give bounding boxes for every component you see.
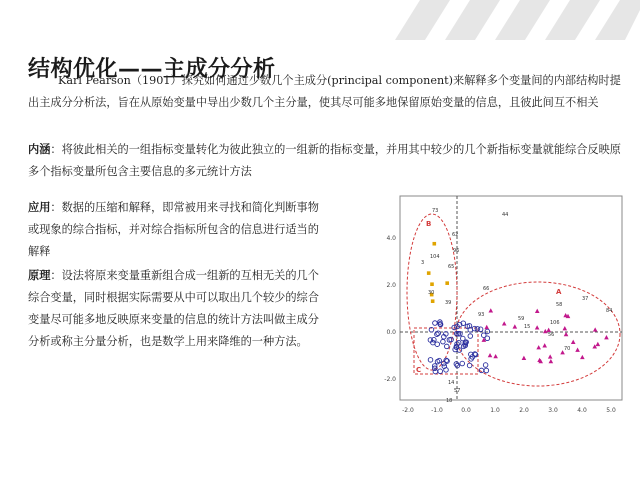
x-tick-label: 0.0 bbox=[461, 407, 471, 414]
point-label: 106 bbox=[550, 320, 560, 326]
scatter-point-a bbox=[484, 325, 489, 329]
scatter-point-b bbox=[481, 333, 486, 338]
section-connotation: 内涵：将彼此相关的一组指标变量转化为彼此独立的一组新的指标变量，并用其中较少的几个新指标变量就能综合反映原多个指标变量所包含主要信息的多元统计方法 bbox=[28, 142, 621, 178]
scatter-point-a bbox=[593, 327, 598, 331]
point-label: 44 bbox=[502, 212, 509, 218]
point-label: 93 bbox=[478, 312, 485, 318]
scatter-point-b bbox=[475, 327, 480, 332]
scatter-point-b bbox=[435, 342, 440, 347]
point-label: 59 bbox=[518, 316, 525, 322]
point-label: 70 bbox=[564, 346, 571, 352]
x-axis-ticks bbox=[402, 407, 616, 414]
scatter-point-a bbox=[493, 354, 498, 358]
point-label: 30 bbox=[428, 290, 435, 296]
scatter-point-b bbox=[468, 334, 473, 339]
section-principle: 原理：设法将原来变量重新组合成一组新的互相无关的几个综合变量，同时根据实际需要从中可以取出几个较少的综合变量尽可能多地反映原来变量的信息的统计方法叫做主成分分析或称主分量分析，也是数学上用来降维的一种方法。 bbox=[28, 268, 319, 348]
section-text: 将彼此相关的一组指标变量转化为彼此独立的一组新的指标变量，并用其中较少的几个新指标变量就能综合反映原多个指标变量所包含主要信息的多元统计方法 bbox=[28, 143, 621, 178]
scatter-point-a bbox=[596, 342, 601, 346]
point-label: 3 bbox=[421, 260, 425, 266]
section-application: 应用：数据的压缩和解释，即常被用来寻找和简化判断事物或现象的综合指标，并对综合指标所包含的信息进行适当的解释 bbox=[28, 200, 319, 258]
scatter-point-c bbox=[427, 271, 431, 275]
scatter-point-b bbox=[483, 363, 488, 368]
y-tick-label: 4.0 bbox=[386, 235, 396, 242]
point-label: 39 bbox=[445, 300, 452, 306]
scatter-point-a bbox=[548, 354, 553, 358]
point-label: 73 bbox=[432, 208, 439, 214]
intro-paragraph: Karl Pearson（1901）探究如何通过少数几个主成分(principal component)来解释多个变量间的内部结构时提出主成分分析法，旨在从原始变量中导出少数几个主分量，使其尽可能多地保留原始变量的信息，且彼此间互不相关 bbox=[28, 74, 621, 109]
scatter-point-b bbox=[436, 331, 441, 336]
scatter-point-b bbox=[433, 369, 438, 374]
scatter-point-a bbox=[564, 332, 569, 336]
pca-scatter-figure bbox=[360, 182, 630, 422]
scatter-point-b bbox=[467, 363, 472, 368]
scatter-point-b bbox=[433, 321, 438, 326]
scatter-point-a bbox=[488, 353, 493, 357]
scatter-point-a bbox=[580, 355, 585, 359]
scatter-point-a bbox=[563, 326, 568, 330]
corner-decoration bbox=[380, 0, 640, 40]
y-tick-label: 2.0 bbox=[386, 282, 396, 289]
scatter-point-a bbox=[488, 308, 493, 312]
point-label: 18 bbox=[446, 398, 453, 404]
scatter-point-a bbox=[542, 343, 547, 347]
x-tick-label: 2.0 bbox=[519, 407, 529, 414]
point-label: 15 bbox=[524, 324, 531, 330]
point-label: 62 bbox=[452, 232, 459, 238]
scatter-point-a bbox=[535, 325, 540, 329]
scatter-point-a bbox=[522, 356, 527, 360]
point-label: 84 bbox=[606, 308, 613, 314]
region-label: C bbox=[416, 366, 422, 374]
section-term: 应用 bbox=[28, 200, 51, 214]
x-tick-label: 4.0 bbox=[577, 407, 587, 414]
x-tick-label: -1.0 bbox=[431, 407, 443, 414]
scatter-point-b bbox=[444, 344, 449, 349]
region-a-ellipse bbox=[456, 282, 620, 386]
scatter-point-c bbox=[432, 242, 436, 246]
x-tick-label: 5.0 bbox=[606, 407, 616, 414]
point-label: 14 bbox=[448, 380, 455, 386]
scatter-point-a bbox=[513, 324, 518, 328]
scatter-point-a bbox=[536, 345, 541, 349]
point-labels bbox=[421, 208, 612, 404]
point-label: 56 bbox=[548, 332, 555, 338]
point-label: 96 bbox=[453, 248, 460, 254]
scatter-point-b bbox=[428, 358, 433, 363]
region-label: A bbox=[556, 288, 562, 296]
page-title: 结构优化——主成分分析 bbox=[28, 57, 276, 82]
scatter-point-b bbox=[460, 361, 465, 366]
scatter-point-a bbox=[575, 348, 580, 352]
scatter-point-c bbox=[445, 281, 449, 285]
scatter-point-a bbox=[604, 335, 609, 339]
scatter-points bbox=[427, 242, 609, 374]
point-label: 104 bbox=[430, 254, 440, 260]
section-text: 数据的压缩和解释，即常被用来寻找和简化判断事物或现象的综合指标，并对综合指标所包含的信息进行适当的解释 bbox=[28, 201, 319, 258]
scatter-point-a bbox=[502, 321, 507, 325]
scatter-point-c bbox=[430, 282, 434, 286]
y-axis-ticks bbox=[384, 235, 396, 383]
scatter-point-a bbox=[535, 309, 540, 313]
point-label: 37 bbox=[582, 296, 589, 302]
scatter-point-c bbox=[431, 299, 435, 303]
scatter-point-b bbox=[484, 368, 489, 373]
x-tick-label: 3.0 bbox=[548, 407, 558, 414]
scatter-point-b bbox=[432, 337, 437, 342]
scatter-point-a bbox=[571, 340, 576, 344]
scatter-point-b bbox=[441, 339, 446, 344]
x-tick-label: -2.0 bbox=[402, 407, 414, 414]
point-label: 65 bbox=[448, 264, 455, 270]
point-label: 58 bbox=[556, 302, 563, 308]
region-labels bbox=[416, 220, 562, 374]
y-tick-label: 0.0 bbox=[386, 329, 396, 336]
y-tick-label: -2.0 bbox=[384, 376, 396, 383]
region-label: B bbox=[426, 220, 432, 228]
section-term: 内涵 bbox=[28, 142, 51, 156]
point-label: 66 bbox=[483, 286, 490, 292]
scatter-point-a bbox=[549, 359, 554, 363]
point-label: 57 bbox=[454, 388, 461, 394]
x-tick-label: 1.0 bbox=[490, 407, 500, 414]
scatter-point-b bbox=[438, 369, 443, 374]
section-term: 原理 bbox=[28, 268, 51, 282]
section-text: 设法将原来变量重新组合成一组新的互相无关的几个综合变量，同时根据实际需要从中可以取出几个较少的综合变量尽可能多地反映原来变量的信息的统计方法叫做主成分分析或称主分量分析，也是数学上用来降维的一种方法。 bbox=[28, 269, 319, 348]
scatter-point-b bbox=[485, 329, 490, 334]
